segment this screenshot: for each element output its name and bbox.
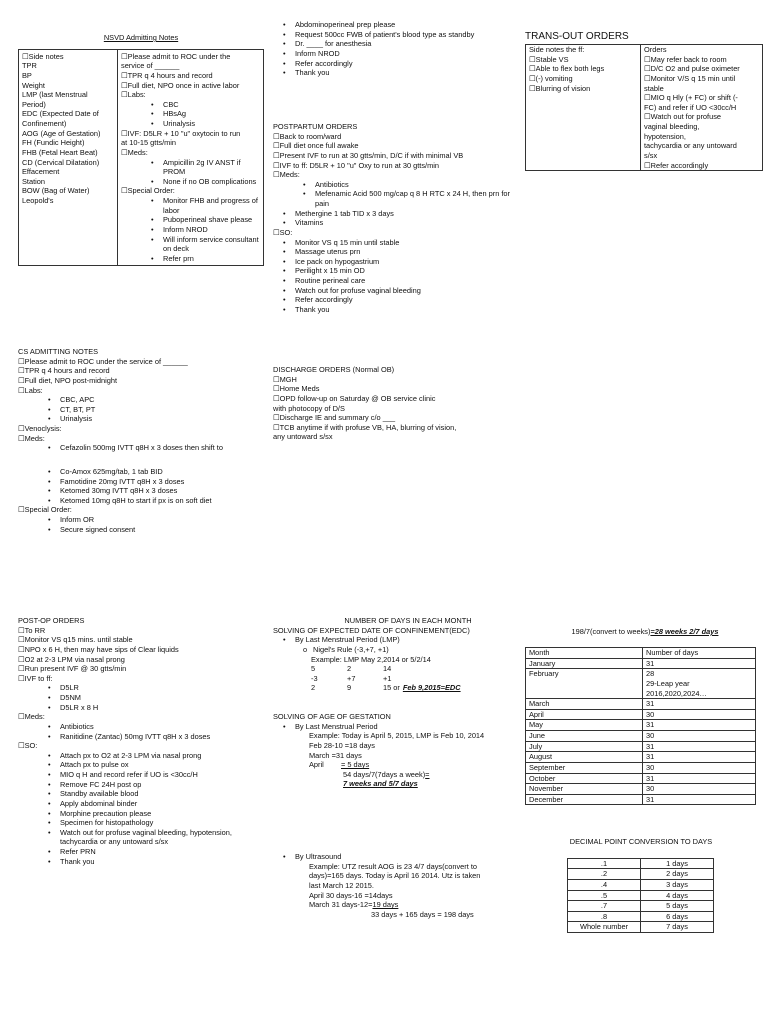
nsvd-special-label: ☐Special Order:: [121, 186, 175, 196]
order-item: • Dr. ____ for anesthesia: [273, 39, 503, 49]
decimal-row: [568, 911, 714, 922]
side-note-line: Side notes the ff:: [529, 45, 585, 54]
aog-result-c: 7 weeks and 5/7 days: [343, 779, 418, 789]
nagele-rule: o Nigel's Rule (-3,+7, +1): [273, 645, 523, 655]
decimal-section: [561, 837, 721, 933]
aog-april-value: = 5 days: [341, 760, 370, 770]
side-note-line: Confinement): [22, 119, 67, 128]
order-line: s/sx: [644, 150, 658, 160]
side-note-line: FHB (Fetal Heart Beat): [22, 147, 98, 157]
order-line: stable: [644, 83, 664, 93]
month-days: 28 29-Leap year 2016,2020,2024…: [643, 669, 756, 699]
convert-text: 198/7(convert to weeks): [571, 627, 651, 636]
ultrasound-method: • By Ultrasound: [273, 852, 523, 862]
order-line: ☐Run present IVF @ 30 gtts/min: [18, 664, 127, 674]
order-line: ☐Discharge IE and summary c/o ___: [273, 413, 396, 423]
edc-calculation: [273, 664, 523, 693]
side-note-line: Leopold's: [22, 196, 54, 205]
edc-calc-cell: 5: [311, 664, 316, 674]
order-item: • Refer accordingly: [273, 59, 503, 69]
order-line: Orders: [644, 45, 667, 54]
lab-item: • Urinalysis: [38, 414, 268, 424]
convert-weeks: [525, 627, 765, 637]
month-name: April: [526, 709, 643, 720]
special-order-item: • Inform OR: [38, 515, 268, 525]
special-order-item: • Refer prn: [141, 254, 260, 264]
order-line: ☐Present IVF to run at 30 gtts/min, D/C if with minimal VB: [273, 150, 464, 160]
order-line: ☐OPD follow-up on Saturday @ OB service clinic: [273, 393, 436, 403]
side-note-line: BOW (Bag of Water): [22, 186, 90, 196]
special-order-item: • Monitor FHB and progress of labor: [141, 196, 260, 215]
standing-order-item: • Apply abdominal binder: [38, 799, 263, 809]
side-note-line: CD (Cervical Dilatation): [22, 157, 100, 167]
nsvd-table: [18, 49, 264, 267]
month-row: [526, 752, 756, 763]
month-table-header: Month: [526, 648, 643, 659]
cs-special-label: ☐Special Order:: [18, 505, 72, 515]
order-line: ☐MIO q Hly (+ FC) or shift (-: [644, 93, 738, 103]
edc-calc-cell: +7: [347, 673, 356, 683]
order-line: at 10-15 gtts/min: [121, 138, 177, 148]
side-note-line: ☐Able to flex both legs: [529, 64, 605, 74]
med-item: • Antibiotics: [293, 180, 523, 190]
month-table-header: Number of days: [643, 648, 756, 659]
month-days: 30: [643, 709, 756, 720]
order-line: ☐NPO x 6 H, then may have sips of Clear liquids: [18, 644, 179, 654]
side-note-line: BP: [22, 70, 32, 80]
standing-order-item: • Attach px to pulse ox: [38, 760, 263, 770]
med-item: • Cefazolin 500mg IVTT q8H x 3 doses then shift to: [38, 443, 268, 453]
med-item: • Mefenamic Acid 500 mg/cap q 8 H RTC x 24 H, then prn for pain: [293, 189, 523, 208]
postpartum-section: [273, 122, 523, 315]
nsvd-orders: [118, 49, 264, 266]
decimal-days: 6 days: [641, 911, 714, 922]
order-line: ☐MGH: [273, 374, 297, 384]
order-line: ☐Monitor V/S q 15 min until: [644, 73, 736, 83]
aog-april-row: [273, 760, 523, 770]
decimal-days: 3 days: [641, 879, 714, 890]
med-item: • Co-Amox 625mg/tab, 1 tab BID: [38, 467, 268, 477]
order-line: ☐Meds:: [273, 170, 300, 180]
standing-order-item: • Specimen for histopathology: [38, 818, 263, 828]
trans-out-title: TRANS-OUT ORDERS: [525, 31, 629, 42]
special-order-item: • Inform NROD: [141, 225, 260, 235]
edc-title: SOLVING OF EXPECTED DATE OF CONFINEMENT(EDC): [273, 625, 470, 635]
decimal-days: 4 days: [641, 890, 714, 901]
ultrasound-march-b: 19 days: [372, 900, 399, 910]
standing-order-item: • MIO q H and record refer if UO is <30cc/H: [38, 770, 263, 780]
ultrasound-line: last March 12 2015.: [309, 880, 374, 890]
month-name: February: [526, 669, 643, 699]
aog-line: March =31 days: [309, 750, 362, 760]
order-line: ☐Please admit to ROC under the service of ______: [18, 356, 188, 366]
order-line: vaginal bleeding,: [644, 122, 700, 131]
edc-calc-cell: 14: [383, 664, 392, 674]
order-line: ☐TPR q 4 hours and record: [18, 366, 110, 376]
month-name: May: [526, 720, 643, 731]
side-note-line: ☐Stable VS: [529, 54, 569, 64]
side-note-line: TPR: [22, 61, 37, 71]
ultrasound-section: [273, 852, 523, 919]
postop-section: [18, 616, 263, 866]
decimal-value: .2: [568, 869, 641, 880]
edc-calc-cell: 15 or: [383, 683, 400, 693]
order-line: ☐Back to room/ward: [273, 131, 342, 141]
standing-order-item: • Watch out for profuse vaginal bleeding, hypotension, tachycardia or any untoward s/sx: [38, 828, 263, 847]
order-line: ☐IVF to ff:: [18, 673, 53, 683]
order-line: ☐D/C O2 and pulse oximeter: [644, 64, 740, 74]
side-note-line: FH (Fundic Height): [22, 138, 85, 148]
month-row: [526, 658, 756, 669]
month-days: 30: [643, 731, 756, 742]
aog-april-label: April: [309, 760, 324, 770]
month-row: [526, 794, 756, 805]
month-name: October: [526, 773, 643, 784]
edc-calc-row: [311, 664, 523, 674]
standing-order-item: • Thank you: [273, 305, 523, 315]
order-item: • Request 500cc FWB of patient's blood type as standby: [273, 30, 503, 40]
order-line: ☐Labs:: [121, 90, 146, 100]
order-line: with photocopy of D/S: [273, 403, 345, 413]
special-order-item: • Puboperineal shave please: [141, 215, 260, 225]
month-name: December: [526, 794, 643, 805]
standing-order-item: • Standby available blood: [38, 789, 263, 799]
month-name: September: [526, 762, 643, 773]
order-line: ☐TCB anytime if with profuse VB, HA, blurring of vision,: [273, 422, 457, 432]
med-item: • Ampicillin 2g IV ANST if PROM: [141, 158, 260, 177]
order-line: tachycardia or any untoward: [644, 141, 737, 151]
order-item: • Thank you: [273, 68, 503, 78]
aog-method: • By Last Menstrual Period: [273, 722, 523, 732]
aog-result-b: =: [425, 769, 430, 779]
decimal-value: .1: [568, 858, 641, 869]
order-line: any untoward s/sx: [273, 432, 333, 442]
month-row: [526, 741, 756, 752]
med-item: • Antibiotics: [38, 722, 263, 732]
decimal-table: [567, 858, 714, 933]
order-line: ☐Full diet, NPO once in active labor: [121, 80, 240, 90]
edc-answer: Feb 9,2015=EDC: [402, 683, 461, 693]
trans-out-section: [525, 30, 765, 171]
med-item: • Famotidine 20mg IVTT q8H x 3 doses: [38, 477, 268, 487]
edc-method: • By Last Menstrual Period (LMP): [273, 635, 523, 645]
special-order-item: • Will inform service consultant on deck: [141, 235, 260, 254]
nsvd-title: NSVD Admitting Notes: [103, 33, 179, 42]
postop-title: POST-OP ORDERS: [18, 616, 85, 625]
order-line: ☐Please admit to ROC under the: [121, 51, 231, 61]
side-note-line: EDC (Expected Date of: [22, 109, 99, 119]
med-item: • Vitamins: [273, 218, 523, 228]
edc-calc-row: [311, 683, 523, 693]
decimal-value: .7: [568, 901, 641, 912]
order-line: ☐Labs:: [18, 385, 43, 395]
standing-order-item: • Massage uterus prn: [273, 247, 523, 257]
side-note-line: ☐(-) vomiting: [529, 73, 573, 83]
ultrasound-line: days)=165 days. Today is April 16 2014. Utz is taken: [309, 871, 481, 881]
ultrasound-march-a: March 31 days-12=: [309, 900, 373, 910]
discharge-section: [273, 365, 523, 442]
standing-order-item: • Perilight x 15 min OD: [273, 266, 523, 276]
cs-title: CS ADMITTING NOTES: [18, 347, 99, 356]
ivf-item: • D5LR: [38, 683, 263, 693]
standing-order-item: • Thank you: [38, 857, 263, 867]
month-row: [526, 773, 756, 784]
month-row: [526, 709, 756, 720]
month-row: [526, 720, 756, 731]
edc-section: [273, 616, 523, 693]
edc-calc-cell: 9: [347, 683, 352, 693]
postpartum-title: POSTPARTUM ORDERS: [273, 122, 358, 131]
edc-calc-cell: +1: [383, 673, 392, 683]
aog-section: [273, 712, 523, 789]
month-name: July: [526, 741, 643, 752]
side-note-line: Period): [22, 99, 46, 109]
decimal-row: [568, 858, 714, 869]
edc-example: Example: LMP May 2,2014 or 5/2/14: [311, 654, 431, 664]
postop-so-label: ☐SO:: [18, 741, 38, 751]
standing-order-item: • Refer accordingly: [273, 295, 523, 305]
month-row: [526, 669, 756, 699]
order-line: ☐TPR q 4 hours and record: [121, 70, 213, 80]
standing-order-item: • Routine perineal care: [273, 276, 523, 286]
side-note-line: ☐Side notes: [22, 51, 64, 61]
side-note-line: Station: [22, 176, 46, 186]
decimal-days: 5 days: [641, 901, 714, 912]
edc-calc-cell: 2: [347, 664, 352, 674]
lab-item: • CBC: [141, 100, 260, 110]
nsvd-section: [18, 27, 264, 266]
month-days: 31: [643, 741, 756, 752]
ultrasound-march: [273, 900, 523, 910]
order-line: ☐Full diet once full awake: [273, 141, 359, 151]
decimal-title: DECIMAL POINT CONVERSION TO DAYS: [569, 837, 713, 846]
order-line: ☐O2 at 2-3 LPM via nasal prong: [18, 654, 125, 664]
month-name: November: [526, 784, 643, 795]
decimal-days: 7 days: [641, 922, 714, 933]
ultrasound-line: Example: UTZ result AOG is 23 4/7 days(convert to: [309, 861, 477, 871]
month-days: 30: [643, 762, 756, 773]
order-line: ☐Meds:: [18, 433, 45, 443]
prep-orders: [273, 20, 503, 78]
month-row: [526, 784, 756, 795]
month-days: 30: [643, 784, 756, 795]
order-line: ☐Meds:: [121, 147, 148, 157]
special-order-item: • Secure signed consent: [38, 525, 268, 535]
decimal-days: 1 days: [641, 858, 714, 869]
standing-order-item: • Monitor VS q 15 min until stable: [273, 238, 523, 248]
days-heading: NUMBER OF DAYS IN EACH MONTH: [344, 616, 472, 625]
order-item: • Inform NROD: [273, 49, 503, 59]
med-item: • Methergine 1 tab TID x 3 days: [273, 209, 523, 219]
lab-item: • Urinalysis: [141, 119, 260, 129]
trans-out-orders: [641, 45, 763, 171]
postop-meds-label: ☐Meds:: [18, 712, 45, 722]
standing-order-item: • Ice pack on hypogastrium: [273, 257, 523, 267]
month-days: 31: [643, 794, 756, 805]
month-row: [526, 762, 756, 773]
ultrasound-line: April 30 days-16 =14days: [309, 890, 393, 900]
aog-line: Example: Today is April 5, 2015, LMP is Feb 10, 2014: [309, 731, 485, 741]
month-name: June: [526, 731, 643, 742]
lab-item: • CT, BT, PT: [38, 405, 268, 415]
order-line: service of ______: [121, 61, 180, 71]
decimal-value: .5: [568, 890, 641, 901]
month-days: 31: [643, 699, 756, 710]
aog-result-a: 54 days/7(7days a week): [343, 769, 426, 779]
trans-out-table: [525, 44, 763, 171]
order-line: ☐May refer back to room: [644, 54, 727, 64]
decimal-row: [568, 922, 714, 933]
edc-calc-row: [311, 674, 523, 684]
month-row: [526, 731, 756, 742]
order-line: ☐Monitor VS q15 mins. until stable: [18, 635, 133, 645]
aog-line: Feb 28-10 =18 days: [309, 740, 375, 750]
side-note-line: AOG (Age of Gestation): [22, 128, 101, 138]
med-item: • None if no OB complications: [141, 177, 260, 187]
standing-order-item: • Attach px to O2 at 2-3 LPM via nasal prong: [38, 751, 263, 761]
edc-calc-cell: -3: [311, 673, 318, 683]
med-item: • Ketomed 30mg IVTT q8H x 3 doses: [38, 486, 268, 496]
decimal-value: Whole number: [568, 922, 641, 933]
order-line: ☐IVF: D5LR + 10 "u" oxytocin to run: [121, 128, 241, 138]
standing-order-item: • Refer PRN: [38, 847, 263, 857]
ivf-item: • D5NM: [38, 693, 263, 703]
standing-order-item: • Remove FC 24H post op: [38, 780, 263, 790]
side-note-line: ☐Blurring of vision: [529, 83, 591, 93]
standing-order-item: • Morphine precaution please: [38, 809, 263, 819]
side-note-line: Effacement: [22, 167, 60, 177]
side-note-line: Weight: [22, 80, 45, 90]
decimal-value: .4: [568, 879, 641, 890]
month-days: 31: [643, 720, 756, 731]
edc-calc-cell: 2: [311, 683, 316, 693]
nsvd-side-notes: [19, 49, 118, 266]
lab-item: • HBsAg: [141, 109, 260, 119]
trans-out-side-notes: [526, 45, 641, 171]
month-name: January: [526, 658, 643, 669]
decimal-row: [568, 869, 714, 880]
decimal-row: [568, 890, 714, 901]
order-line: hypotension,: [644, 131, 686, 141]
ivf-item: • D5LR x 8 H: [38, 703, 263, 713]
order-line: ☐To RR: [18, 625, 46, 635]
month-days: 31: [643, 752, 756, 763]
order-line: ☐Venoclysis:: [18, 424, 62, 433]
month-days: 31: [643, 658, 756, 669]
decimal-value: .8: [568, 911, 641, 922]
decimal-row: [568, 901, 714, 912]
month-table: [525, 647, 756, 805]
aog-result: [273, 770, 523, 780]
order-line: FC) and refer if UO <30cc/H: [644, 102, 737, 112]
month-days: 31: [643, 773, 756, 784]
order-line: ☐Refer accordingly: [644, 160, 709, 170]
order-line: ☐Home Meds: [273, 384, 320, 394]
month-name: August: [526, 752, 643, 763]
decimal-row: [568, 879, 714, 890]
lab-item: • CBC, APC: [38, 395, 268, 405]
convert-answer: =28 weeks 2/7 days: [650, 627, 719, 636]
decimal-days: 2 days: [641, 869, 714, 880]
side-note-line: LMP (last Menstrual: [22, 90, 88, 100]
discharge-title: DISCHARGE ORDERS (Normal OB): [273, 365, 395, 374]
order-line: ☐IVF to ff: D5LR + 10 "u" Oxy to run at 30 gtts/min: [273, 160, 439, 170]
med-item: • Ranitidine (Zantac) 50mg IVTT q8H x 3 doses: [38, 732, 263, 742]
cs-section: [18, 347, 268, 534]
month-row: [526, 699, 756, 710]
order-item: • Abdominoperineal prep please: [273, 20, 503, 30]
month-table-wrap: [525, 647, 756, 805]
aog-title: SOLVING OF AGE OF GESTATION: [273, 712, 391, 721]
month-name: March: [526, 699, 643, 710]
med-item: • Ketomed 10mg q8H to start if px is on soft diet: [38, 496, 268, 506]
postpartum-so-label: ☐SO:: [273, 227, 293, 237]
ultrasound-total: 33 days + 165 days = 198 days: [371, 909, 474, 919]
standing-order-item: • Watch out for profuse vaginal bleeding: [273, 286, 523, 296]
order-line: ☐Full diet, NPO post-midnight: [18, 375, 118, 385]
order-line: ☐Watch out for profuse: [644, 112, 722, 122]
